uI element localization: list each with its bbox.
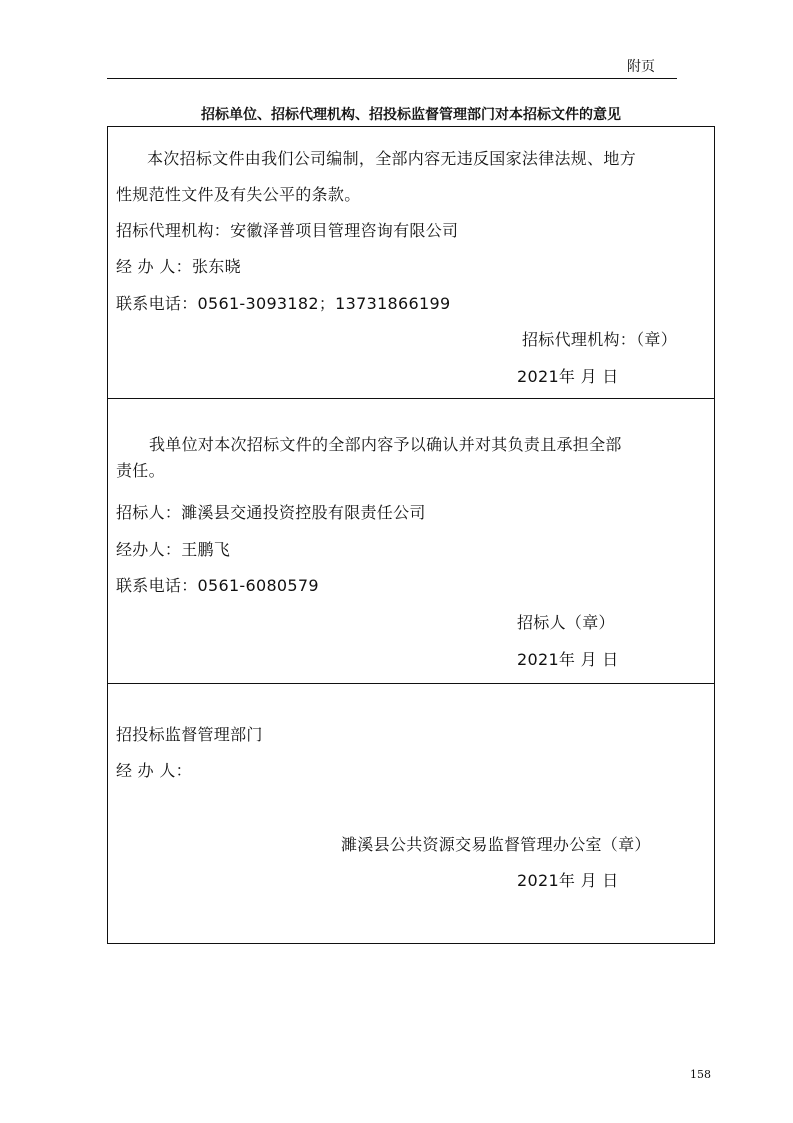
tenderer-section: [108, 399, 714, 684]
tenderer-seal-line: 招标人（章）: [517, 613, 615, 632]
supervision-dept-line: 招投标监督管理部门: [116, 725, 263, 744]
tenderer-statement-line-2: 责任。: [116, 461, 165, 480]
supervision-seal-line: 濉溪县公共资源交易监督管理办公室（章）: [341, 835, 651, 854]
agency-org-line: 招标代理机构：安徽泽普项目管理咨询有限公司: [116, 221, 459, 240]
agency-statement-line-1: 本次招标文件由我们公司编制，全部内容无违反国家法律法规、地方: [147, 149, 637, 168]
supervision-date-line: 2021年 月 日: [517, 871, 619, 890]
agency-date-line: 2021年 月 日: [517, 367, 619, 386]
tenderer-handler-line: 经办人：王鹏飞: [116, 540, 231, 559]
supervision-handler-line: 经 办 人：: [116, 761, 192, 780]
opinion-table: [107, 126, 715, 944]
agency-section: [108, 127, 714, 399]
agency-handler-line: 经 办 人：张东晓: [116, 257, 241, 276]
tenderer-statement-line-1: 我单位对本次招标文件的全部内容予以确认并对其负责且承担全部: [149, 435, 622, 454]
header-label: 附页: [627, 59, 655, 75]
page-number: 158: [690, 1068, 711, 1081]
header-rule: [107, 78, 677, 79]
agency-phone-line: 联系电话：0561-3093182；13731866199: [116, 294, 451, 313]
tenderer-date-line: 2021年 月 日: [517, 650, 619, 669]
supervision-section: [108, 684, 714, 943]
tenderer-org-line: 招标人：濉溪县交通投资控股有限责任公司: [116, 503, 426, 522]
agency-seal-line: 招标代理机构：（章）: [522, 330, 678, 349]
tenderer-phone-line: 联系电话：0561-6080579: [116, 576, 319, 595]
agency-statement-line-2: 性规范性文件及有失公平的条款。: [116, 185, 361, 204]
document-title: 招标单位、招标代理机构、招投标监督管理部门对本招标文件的意见: [201, 107, 621, 123]
